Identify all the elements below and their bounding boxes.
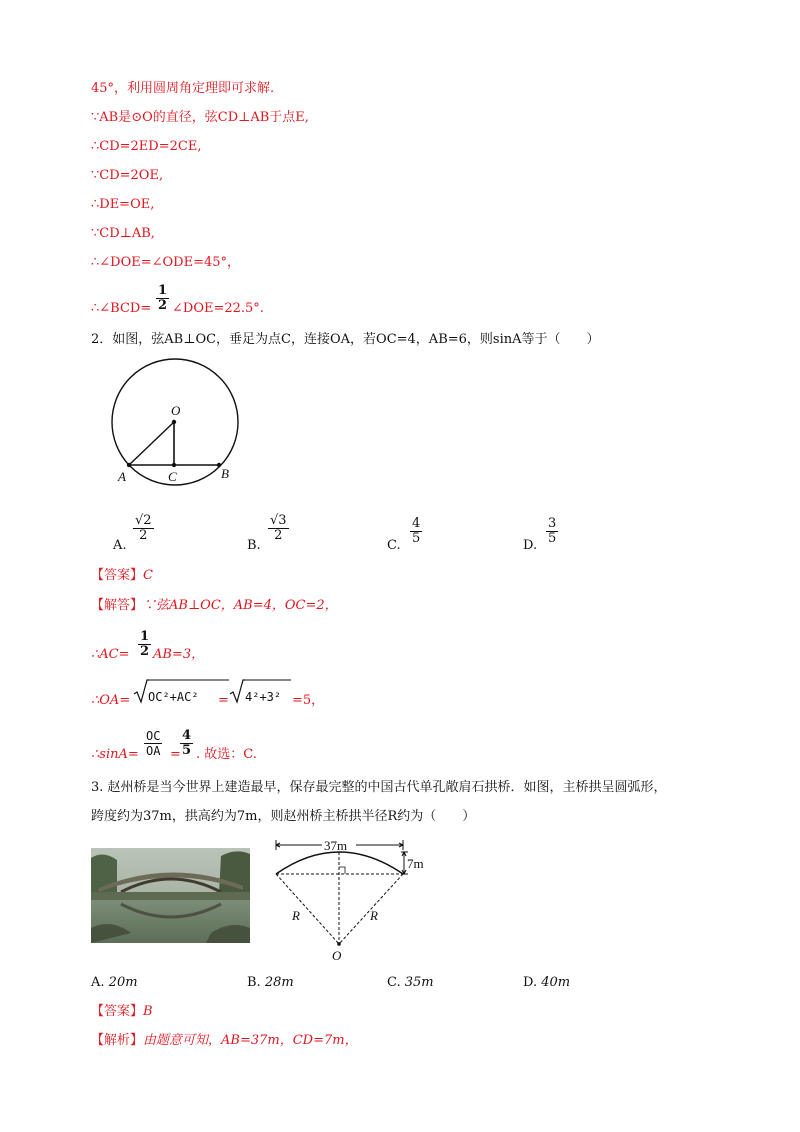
sol1-half-fraction — [156, 284, 169, 313]
label-c: C — [168, 469, 177, 484]
q3-stem-line1: 3. 赵州桥是当今世界上建造最早，保存最完整的中国古代单孔敞肩石拱桥．如图，主桥拱呈圆弧形， — [91, 780, 667, 795]
q3-answer — [91, 1003, 153, 1021]
sol1-line3: ∴CD=2ED=2CE, — [91, 139, 202, 154]
q2-option-d-fraction — [546, 517, 558, 546]
q2-option-b-key: B. — [247, 538, 261, 553]
option-key: A. — [91, 975, 105, 990]
q2-option-c-fraction — [410, 517, 422, 546]
option-text: 28m — [264, 975, 294, 990]
q2-solution-line4-suffix: . 故选：C. — [196, 747, 257, 762]
q2-option-b-fraction — [268, 514, 289, 543]
fraction-numerator: 4 — [412, 516, 421, 531]
answer-value: C — [143, 568, 153, 583]
q3-stem-line2: 跨度约为37m，拱高约为7m，则赵州桥主桥拱半径R约为（ ） — [91, 809, 476, 824]
option-text: 35m — [404, 975, 434, 990]
label-o: O — [171, 403, 181, 418]
height-label: 7m — [407, 856, 424, 871]
label-b: B — [221, 466, 229, 481]
fraction-numerator: √2 — [135, 513, 152, 528]
fraction-numerator: 1 — [140, 629, 150, 644]
q2-stem: 2．如图，弦AB⊥OC，垂足为点C，连接OA，若OC=4，AB=6，则sinA等于（ ） — [91, 332, 600, 347]
center-o-label: O — [332, 948, 342, 963]
q2-option-a-fraction — [133, 514, 154, 543]
radicand-2: 4²+3² — [245, 690, 282, 704]
q2-solution-line4-prefix: ∴sinA= — [91, 747, 139, 762]
sol1-line4: ∵CD=2OE, — [91, 168, 164, 183]
radicand-1: OC²+AC² — [148, 690, 199, 704]
point-o — [172, 420, 176, 424]
fraction-denominator: 5 — [412, 531, 421, 546]
answer-tag: 【答案】 — [91, 568, 144, 583]
fraction-numerator: 4 — [182, 728, 192, 743]
fraction-denominator: OA — [146, 744, 161, 758]
sqrt-sign-2 — [229, 678, 245, 704]
sol1-line6: ∵CD⊥AB, — [91, 226, 155, 241]
sol1-line7: ∴∠DOE=∠ODE=45°， — [91, 255, 241, 270]
q3-option-c — [387, 975, 434, 990]
fraction-denominator: 5 — [182, 743, 192, 758]
solution-tag: 【解答】 — [91, 598, 144, 613]
fraction-numerator: 3 — [548, 516, 557, 531]
sol1-line5: ∴DE=OE, — [91, 197, 155, 212]
option-key: C. — [387, 975, 401, 990]
fraction-numerator: √3 — [270, 513, 287, 528]
option-text: 20m — [108, 975, 138, 990]
q2-circle-figure — [100, 362, 250, 487]
option-text: 40m — [541, 975, 571, 990]
q2-option-d-key: D. — [523, 538, 538, 553]
point-a — [127, 463, 131, 467]
bridge-arc-diagram — [268, 836, 428, 966]
answer-value: B — [143, 1004, 153, 1019]
q3-option-a — [91, 975, 138, 990]
fraction-denominator: 2 — [139, 528, 148, 543]
option-key: B. — [247, 975, 261, 990]
solution-text: ∵弦AB⊥OC，AB=4，OC=2， — [143, 598, 338, 613]
sqrt-sign-1 — [133, 678, 149, 704]
sol1-line8-prefix: ∴∠BCD= — [91, 301, 152, 316]
equals-sign: = — [170, 747, 181, 762]
q2-solution-line3-suffix: =5， — [292, 693, 325, 708]
q2-oc-oa-fraction — [144, 729, 162, 758]
q2-solution-line1 — [91, 597, 338, 615]
solution-text: 由题意可知，AB=37m，CD=7m， — [143, 1033, 358, 1048]
fraction-denominator: 2 — [140, 644, 150, 659]
q2-half-fraction — [138, 630, 151, 659]
equals-sign: = — [218, 693, 229, 708]
segment-oa — [129, 422, 174, 465]
option-key: D. — [523, 975, 538, 990]
sol1-line1: 45°，利用圆周角定理即可求解. — [91, 81, 275, 96]
fraction-numerator: 1 — [158, 283, 168, 298]
span-label: 37m — [324, 838, 348, 853]
center-o-point — [337, 942, 341, 946]
radius-left — [276, 874, 339, 944]
q2-solution-line2-prefix: ∴AC= — [91, 647, 130, 662]
zhaozhou-bridge-photo — [91, 848, 250, 943]
sol1-line8-suffix: ∠DOE=22.5°. — [172, 301, 264, 316]
solution-tag: 【解析】 — [91, 1033, 144, 1048]
q3-option-b — [247, 975, 294, 990]
sol1-line2: ∵AB是⊙O的直径，弦CD⊥AB于点E, — [91, 110, 309, 125]
fraction-denominator: 2 — [274, 528, 283, 543]
fraction-denominator: 5 — [548, 531, 557, 546]
label-a: A — [118, 469, 126, 484]
q2-solution-line2-suffix: AB=3， — [153, 647, 205, 662]
q2-solution-line3-prefix: ∴OA= — [91, 693, 131, 708]
q3-solution-line1 — [91, 1032, 358, 1050]
fraction-denominator: 2 — [158, 298, 168, 313]
point-c — [172, 463, 176, 467]
q2-answer — [91, 567, 153, 585]
right-angle-mark — [339, 867, 345, 874]
radius-label-left: R — [292, 908, 300, 923]
q2-four-fifths-fraction — [180, 729, 193, 758]
fraction-numerator: OC — [146, 729, 161, 743]
q3-option-d — [523, 975, 570, 990]
radius-label-right: R — [370, 908, 378, 923]
q2-option-c-key: C. — [387, 538, 401, 553]
answer-tag: 【答案】 — [91, 1004, 144, 1019]
q2-option-a-key: A. — [113, 538, 127, 553]
